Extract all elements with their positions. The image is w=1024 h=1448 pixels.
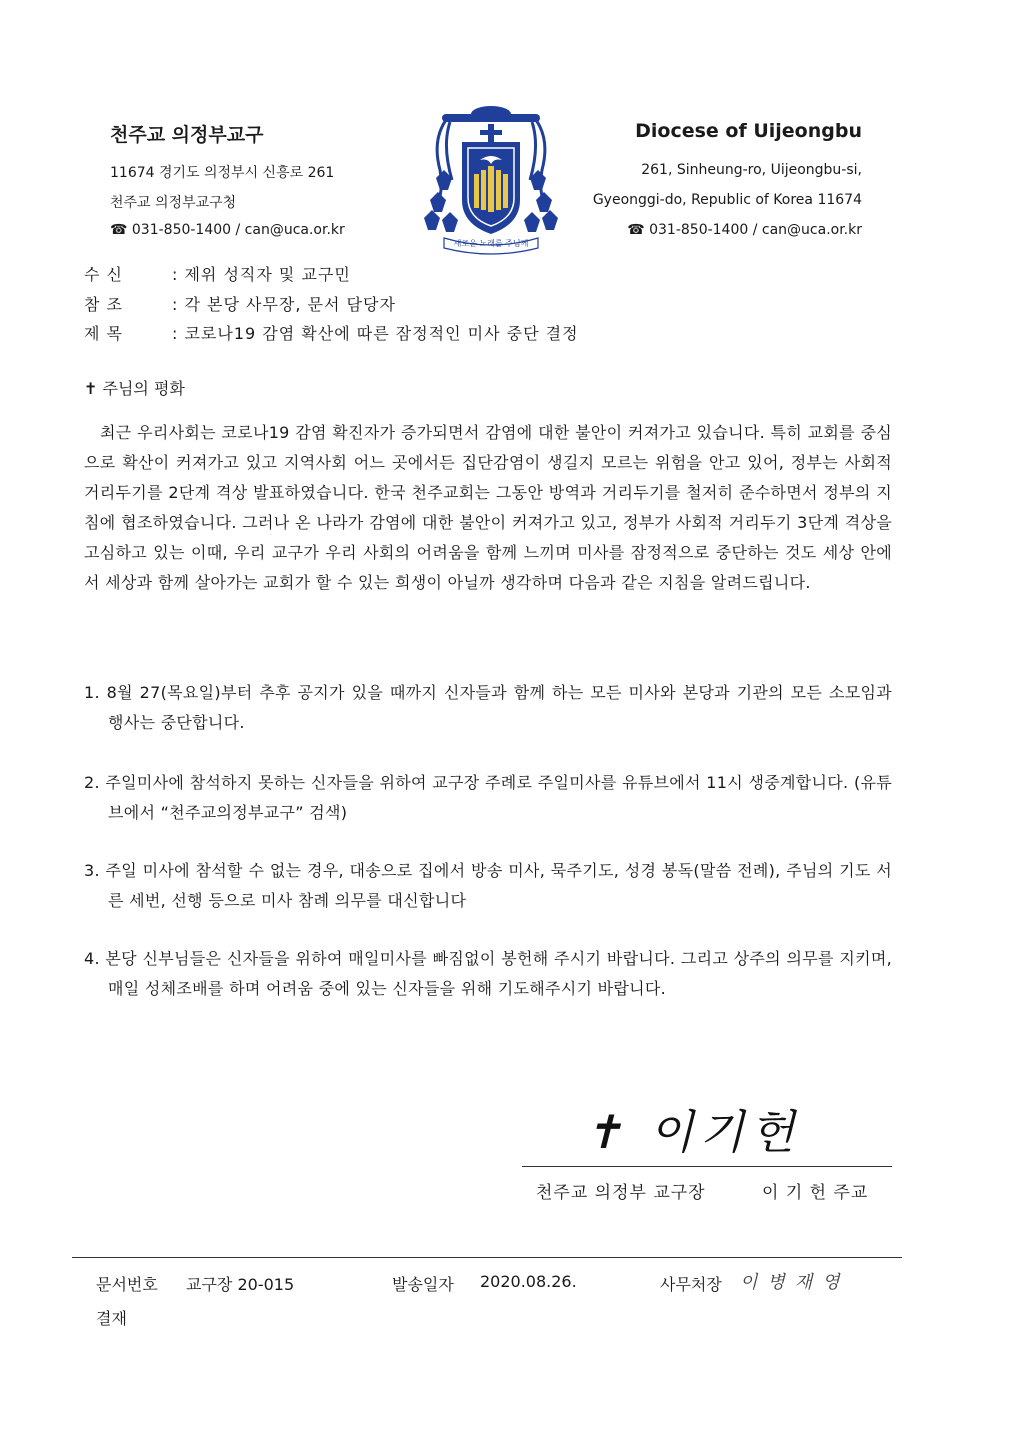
list-item: 4. 본당 신부님들은 신자들을 위하여 매일미사를 빠짐없이 봉헌해 주시기 바랍니다. 그리고 상주의 의무를 지키며, 매일 성체조배를 하며 어려움 중에 있는 신자들을 위해 기도해주시기 바랍니다. bbox=[84, 949, 892, 998]
handwritten-signature: ✝ 이기헌 bbox=[584, 1105, 801, 1159]
send-date: 2020.08.26. bbox=[480, 1272, 577, 1291]
date-label: 발송일자 bbox=[392, 1275, 454, 1294]
emblem-motto: 새로운 노래를 주님께 bbox=[453, 239, 529, 248]
list-item: 3. 주일 미사에 참석할 수 없는 경우, 대송으로 집에서 방송 미사, 묵주기도, 성경 봉독(말씀 전례), 주님의 기도 서른 세번, 선행 등으로 미사 참례 의무를 대신합니다 bbox=[84, 861, 892, 910]
secretary-signature: 이병재영 bbox=[740, 1272, 850, 1293]
subject-value: : 코로나19 감염 확산에 따른 잠정적인 미사 중단 결정 bbox=[172, 324, 579, 343]
list-item: 1. 8월 27(목요일)부터 추후 공지가 있을 때까지 신자들과 함께 하는 모든 미사와 본당과 기관의 모든 소모임과 행사는 중단합니다. bbox=[84, 683, 892, 732]
reference-value: : 각 본당 사무장, 문서 담당자 bbox=[172, 295, 396, 314]
signatory-name: 이 기 헌 주교 bbox=[762, 1183, 869, 1203]
recipient-value: : 제위 성직자 및 교구민 bbox=[172, 265, 351, 284]
diocese-name-korean: 천주교 의정부교구 bbox=[110, 124, 264, 146]
contact-english: ☎ 031-850-1400 / can@uca.or.kr bbox=[627, 222, 862, 238]
subject-label: 제 목 bbox=[84, 324, 123, 343]
diocese-name-english: Diocese of Uijeongbu bbox=[635, 120, 862, 142]
footer-divider bbox=[72, 1257, 902, 1258]
signature-line bbox=[522, 1166, 892, 1167]
office-korean: 천주교 의정부교구청 bbox=[110, 195, 237, 211]
secretary-label: 사무처장 bbox=[660, 1275, 722, 1294]
list-item: 2. 주일미사에 참석하지 못하는 신자들을 위하여 교구장 주례로 주일미사를 유튜브에서 11시 생중계합니다. (유튜브에서 “천주교의정부교구” 검색) bbox=[84, 773, 892, 822]
body-paragraph: 최근 우리사회는 코로나19 감염 확진자가 증가되면서 감염에 대한 불안이 커져가고 있습니다. 특히 교회를 중심으로 확산이 커져가고 있고 지역사회 어느 곳에서든 집단감염이 생길지 모르는 위험을 안고 있어, 정부는 사회적 거리두기를 2단계 격상 발표하였습니다. 한국 천주교회는 그동안 방역과 거리두기를 철저히 준수하면서 정부의 지침에 협조하였습니다. 그러나 온 나라가 감염에 대한 불안이 커져가고 있고, 정부가 사회적 거리두기 3단계 격상을 고심하고 있는 이때, 우리 교구가 우리 사회의 어려움을 함께 느끼며 미사를 잠정적으로 중단하는 것도 세상 안에서 세상과 함께 살아가는 교회가 할 수 있는 희생이 아닐까 생각하며 다음과 같은 지침을 알려드립니다. bbox=[84, 423, 892, 592]
doc-number-label: 문서번호 bbox=[96, 1275, 158, 1294]
greeting: ✝ 주님의 평화 bbox=[84, 379, 185, 398]
address-english-1: 261, Sinheung-ro, Uijeongbu-si, bbox=[641, 162, 862, 178]
reference-label: 참 조 bbox=[84, 295, 123, 314]
approval-label: 결재 bbox=[96, 1309, 127, 1328]
recipient-label: 수 신 bbox=[84, 265, 123, 284]
address-english-2: Gyeonggi-do, Republic of Korea 11674 bbox=[592, 192, 862, 208]
diocese-coat-of-arms-icon bbox=[422, 100, 560, 258]
signatory-title: 천주교 의정부 교구장 bbox=[536, 1183, 706, 1203]
address-korean: 11674 경기도 의정부시 신흥로 261 bbox=[110, 165, 335, 181]
contact-korean: ☎ 031-850-1400 / can@uca.or.kr bbox=[110, 222, 345, 238]
doc-number: 교구장 20-015 bbox=[186, 1275, 295, 1294]
